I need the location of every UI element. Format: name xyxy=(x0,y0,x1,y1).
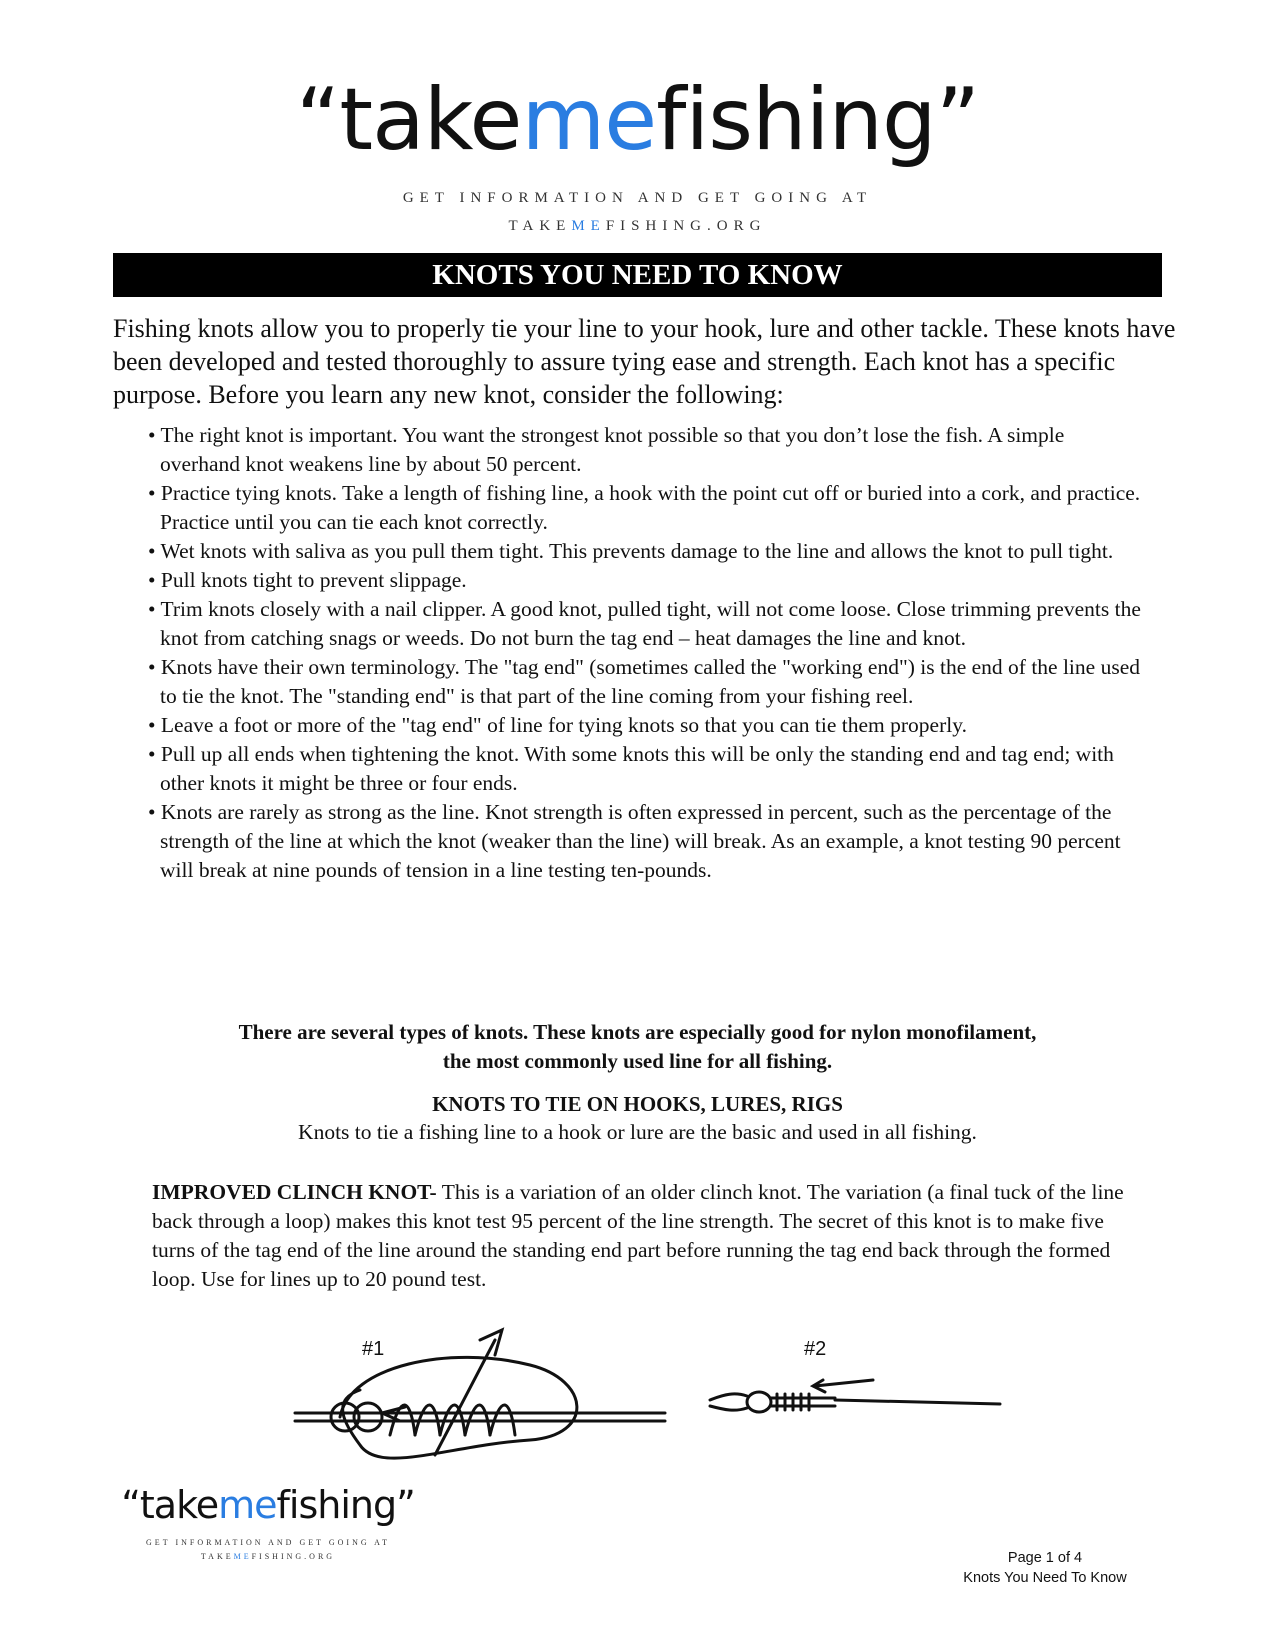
logo-quote-close: ” xyxy=(935,70,980,170)
knot-diagram-step-2 xyxy=(705,1370,1005,1425)
footer-logo-tagline-take: TAKE xyxy=(200,1552,234,1561)
footer-logo-take: take xyxy=(139,1483,219,1527)
figure-2-label: #2 xyxy=(804,1338,827,1360)
tips-list xyxy=(148,421,1148,885)
knot-types-note xyxy=(113,1018,1162,1076)
section-subtitle: Knots to tie a fishing line to a hook or lure are the basic and used in all fishing. xyxy=(298,1120,977,1144)
logo-fishing: fishing xyxy=(656,70,936,170)
logo-tagline-1: GET INFORMATION AND GET GOING AT xyxy=(402,190,873,206)
figure-1-label: #1 xyxy=(362,1338,385,1360)
tip-item: • The right knot is important. You want the strongest knot possible so that you don’t lose the fish. A simple overhand knot weakens line by about 50 percent. xyxy=(148,423,1065,476)
knot-types-note-line1: There are several types of knots. These knots are especially good for nylon monofilament, xyxy=(238,1020,1037,1044)
logo-tagline-fishing: FISHING.ORG xyxy=(605,218,767,234)
page-footer xyxy=(930,1548,1160,1588)
header-logo xyxy=(0,70,1275,236)
logo-tagline-me: ME xyxy=(571,218,606,234)
footer-document-title: Knots You Need To Know xyxy=(963,1570,1127,1586)
footer-logo-tagline-1: GET INFORMATION AND GET GOING AT xyxy=(146,1538,390,1547)
knot-diagram-step-1 xyxy=(290,1325,670,1480)
intro-paragraph: Fishing knots allow you to properly tie your line to your hook, lure and other tackle. These knots have been developed and tested thoroughly to assure tying ease and strength. Each knot has a specific purpose. Before you learn any new knot, consider the following: xyxy=(113,314,1176,409)
logo-quote-open: “ xyxy=(295,70,340,170)
improved-clinch-knot-paragraph xyxy=(152,1178,1132,1294)
footer-logo-tagline-2 xyxy=(113,1550,423,1564)
tip-item: • Pull up all ends when tightening the knot. With some knots this will be only the standing end and tag end; with other knots it might be three or four ends. xyxy=(148,742,1114,795)
tip-item: • Trim knots closely with a nail clipper. A good knot, pulled tight, will not come loose. Close trimming prevents the knot from catching snags or weeds. Do not burn the tag end – heat damages the line and knot. xyxy=(148,597,1141,650)
footer-logo-tagline-fishing: FISHING.ORG xyxy=(251,1552,336,1561)
tip-item: • Wet knots with saliva as you pull them tight. This prevents damage to the line and allows the knot to pull tight. xyxy=(148,539,1114,563)
tip-item: • Leave a foot or more of the "tag end" of line for tying knots so that you can tie them properly. xyxy=(148,713,967,737)
knot-description: This is a variation of an older clinch knot. The variation (a final tuck of the line back through a loop) makes this knot test 95 percent of the line strength. The secret of this knot is to make five turns of the tag end of the line around the standing end part before running the tag end back through the formed loop. Use for lines up to 20 pound test. xyxy=(152,1180,1124,1291)
logo-tagline-take: TAKE xyxy=(508,218,572,234)
footer-logo-tagline-me: ME xyxy=(233,1552,252,1561)
knot-types-note-line2: the most commonly used line for all fishing. xyxy=(442,1049,833,1073)
footer-logo xyxy=(113,1480,423,1564)
logo-tagline-2 xyxy=(0,216,1275,236)
footer-logo-fishing: fishing xyxy=(276,1483,397,1527)
logo-me: me xyxy=(521,70,657,170)
footer-logo-quote-close: ” xyxy=(396,1483,415,1527)
tip-item: • Pull knots tight to prevent slippage. xyxy=(148,568,467,592)
page-title: KNOTS YOU NEED TO KNOW xyxy=(113,253,1162,297)
page-number: Page 1 of 4 xyxy=(1007,1550,1083,1566)
knot-name: IMPROVED CLINCH KNOT- xyxy=(152,1180,437,1204)
footer-logo-wordmark xyxy=(113,1480,423,1530)
tip-item: • Practice tying knots. Take a length of fishing line, a hook with the point cut off or buried into a cork, and practice. Practice until you can tie each knot correctly. xyxy=(148,481,1141,534)
logo-take: take xyxy=(339,70,522,170)
footer-logo-quote-open: “ xyxy=(121,1483,140,1527)
section-title: KNOTS TO TIE ON HOOKS, LURES, RIGS xyxy=(432,1092,843,1116)
tip-item: • Knots have their own terminology. The "tag end" (sometimes called the "working end") is the end of the line used to tie the knot. The "standing end" is that part of the line coming from your fishing reel. xyxy=(148,655,1140,708)
footer-logo-me: me xyxy=(218,1483,277,1527)
tip-item: • Knots are rarely as strong as the line. Knot strength is often expressed in percent, such as the percentage of the strength of the line at which the knot (weaker than the line) will break. As an example, a knot testing 90 percent will break at nine pounds of tension in a line testing ten-pounds. xyxy=(148,800,1121,882)
logo-wordmark xyxy=(0,70,1275,170)
